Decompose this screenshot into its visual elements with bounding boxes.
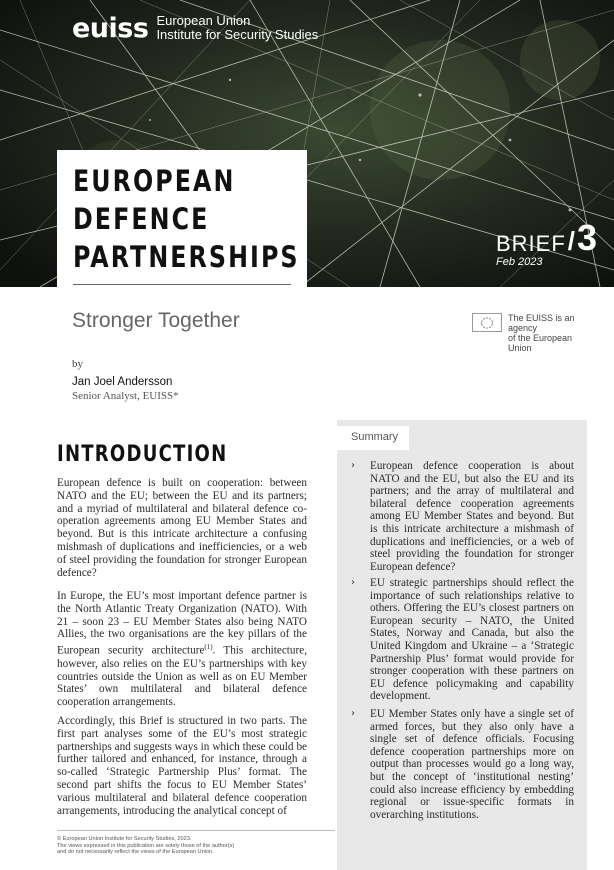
author-name: Jan Joel Andersson xyxy=(72,376,173,388)
brief-slash: / xyxy=(567,226,576,256)
title-box xyxy=(57,150,307,287)
footer-line-2: The views expressed in this publication are solely those of the author(s) xyxy=(57,842,235,849)
logo-mark: euiss xyxy=(72,12,149,44)
summary-bullet xyxy=(351,708,574,821)
summary-box xyxy=(337,420,587,870)
euiss-logo[interactable] xyxy=(72,14,318,42)
summary-bullet-text: European defence cooperation is about NATO and the EU, but also the EU and its partners; and the array of multilateral and bilateral defence cooperation agreements among EU Member States and beyond. But is this intricate architecture a mishmash of duplications and inefficiencies, or a web of steel providing the foundation for stronger European defence? xyxy=(370,460,574,573)
eu-agency-note xyxy=(472,313,594,353)
organisation-name xyxy=(156,14,318,42)
summary-tab xyxy=(337,426,409,450)
intro-paragraph-2-start: In Europe, the EU’s most important defence partner is the North Atlantic Treaty Organization (NATO). With 21 – soon 23 – EU Member States also being NATO Allies, the two organisations are the key pillars of the European security architecture xyxy=(57,590,307,657)
footer-divider xyxy=(57,830,335,831)
brief-number: 3 xyxy=(577,217,598,258)
summary-bullet-text: EU strategic partnerships should reflect the importance of such relationships relative to others. Offering the EU’s closest partners on European security – NATO, the United States, Norway and Canada, but also the United Kingdom and Ukraine – a ‘Strategic Partnership Plus’ format would provide for stronger cooperation with these partners on EU defence policymaking and capability development. xyxy=(370,577,574,703)
publication-title xyxy=(73,162,300,276)
chevron-right-icon: › xyxy=(351,460,355,471)
summary-bullet-text: EU Member States only have a single set of armed forces, but they also only have a single set of defence officials. Focusing defence cooperation partnerships more on output than processes would go a long way, but the concept of ‘institutional nesting’ could also increase efficiency by embedding regional or issue-specific formats in overarching institutions. xyxy=(370,708,574,821)
org-line-2: Institute for Security Studies xyxy=(156,27,319,42)
agency-line-1: The EUISS is an agency xyxy=(508,313,575,333)
footnote-ref[interactable]: (1) xyxy=(204,643,213,652)
eu-flag-icon xyxy=(472,313,502,332)
title-line-1: EUROPEAN xyxy=(73,164,236,198)
title-line-2: DEFENCE xyxy=(73,202,210,236)
footer-line-3: and do not necessarily reflect the views of the European Union. xyxy=(57,849,214,856)
summary-bullet xyxy=(351,577,574,703)
brief-date: Feb 2023 xyxy=(496,256,543,268)
org-line-1: European Union xyxy=(156,13,251,28)
agency-text xyxy=(508,313,594,353)
cover-image xyxy=(0,0,614,287)
chevron-right-icon: › xyxy=(351,708,355,719)
introduction-heading: INTRODUCTION xyxy=(57,442,228,467)
brief-badge xyxy=(496,217,598,268)
title-line-3: PARTNERSHIPS xyxy=(73,240,300,274)
intro-paragraph-2 xyxy=(57,590,307,709)
summary-label: Summary xyxy=(351,431,399,443)
intro-paragraph-3: Accordingly, this Brief is structured in two parts. The first part analyses some of the EU’s most strategic partnerships and suggests ways in which these could be further tailored and enhanced, for instance, through a so-called ‘Strategic Partnership Plus’ format. The second part shifts the focus to EU Member States’ various multilateral and bilateral defence cooperation arrangements, introducing the analytical concept of xyxy=(57,715,307,817)
intro-paragraph-2-end: . This architecture, however, also relies on the EU’s partnerships with key countries outside the Union as well as on EU Member States’ own multilateral and bilateral defence cooperation arrangements. xyxy=(57,644,308,709)
summary-bullet xyxy=(351,460,574,573)
brief-label: BRIEF xyxy=(496,231,566,256)
by-label: by xyxy=(72,358,83,370)
copyright-footer xyxy=(57,836,317,856)
chevron-right-icon: › xyxy=(351,577,355,588)
agency-line-2: of the European Union xyxy=(508,333,573,353)
footer-line-1: © European Union Institute for Security Studies, 2023. xyxy=(57,836,192,842)
intro-paragraph-1: European defence is built on cooperation: between NATO and the EU; between the EU and its partners; and a myriad of multilateral and bilateral defence co-operation agreements among EU Member States and beyond. But is this intricate architecture a confusing mishmash of duplications and inefficiencies, or a web of steel providing the foundation for stronger European defence? xyxy=(57,477,307,579)
title-underline xyxy=(73,284,291,285)
author-role: Senior Analyst, EUISS* xyxy=(72,390,179,402)
publication-subtitle: Stronger Together xyxy=(72,309,240,332)
